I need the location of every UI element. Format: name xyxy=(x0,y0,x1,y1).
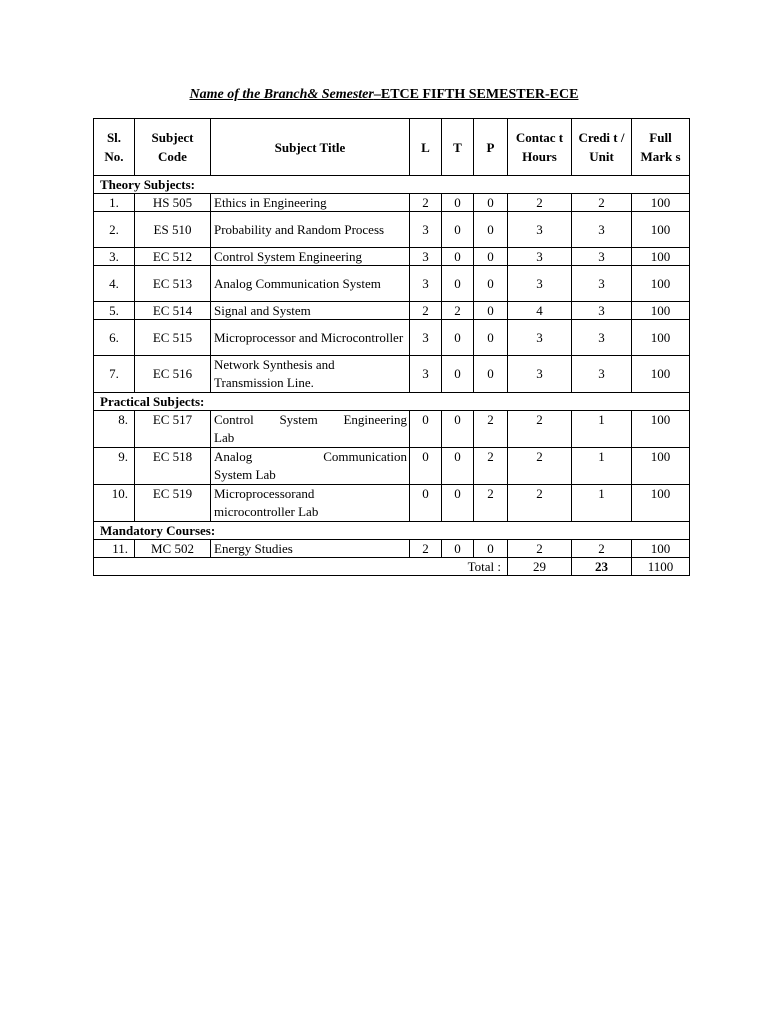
cell-contact: 2 xyxy=(508,540,572,558)
total-marks: 1100 xyxy=(632,558,690,576)
cell-l: 2 xyxy=(410,302,442,320)
cell-credit: 3 xyxy=(572,212,632,248)
cell-t: 0 xyxy=(442,540,474,558)
cell-credit: 2 xyxy=(572,194,632,212)
cell-t: 0 xyxy=(442,212,474,248)
cell-title xyxy=(211,448,410,485)
title-italic-part: Name of the Branch& Semester xyxy=(189,87,374,102)
total-contact: 29 xyxy=(508,558,572,576)
cell-code: EC 514 xyxy=(135,302,211,320)
cell-p: 2 xyxy=(474,411,508,448)
cell-title-line1: Control System Engineering xyxy=(214,412,407,427)
cell-credit: 3 xyxy=(572,266,632,302)
cell-t: 0 xyxy=(442,356,474,393)
title-plain-part: ETCE FIFTH SEMESTER-ECE xyxy=(380,87,579,102)
cell-p: 2 xyxy=(474,485,508,522)
cell-sl: 11. xyxy=(94,540,135,558)
total-row xyxy=(94,558,690,576)
cell-l: 0 xyxy=(410,411,442,448)
cell-l: 3 xyxy=(410,248,442,266)
cell-code: EC 517 xyxy=(135,411,211,448)
table-row xyxy=(94,448,690,485)
cell-sl: 1. xyxy=(94,194,135,212)
cell-contact: 2 xyxy=(508,485,572,522)
cell-p: 0 xyxy=(474,194,508,212)
cell-title xyxy=(211,411,410,448)
cell-marks: 100 xyxy=(632,356,690,393)
cell-l: 3 xyxy=(410,320,442,356)
cell-code: EC 518 xyxy=(135,448,211,485)
cell-code: ES 510 xyxy=(135,212,211,248)
cell-code: EC 513 xyxy=(135,266,211,302)
cell-l: 3 xyxy=(410,356,442,393)
cell-code: EC 516 xyxy=(135,356,211,393)
cell-title-line2: microcontroller Lab xyxy=(214,504,319,519)
cell-p: 0 xyxy=(474,212,508,248)
table-row xyxy=(94,194,690,212)
cell-sl: 3. xyxy=(94,248,135,266)
cell-marks: 100 xyxy=(632,540,690,558)
cell-sl: 8. xyxy=(94,411,135,448)
cell-t: 0 xyxy=(442,320,474,356)
cell-t: 0 xyxy=(442,485,474,522)
title-dash: – xyxy=(373,87,381,102)
cell-title-line2: System Lab xyxy=(214,467,276,482)
header-credit-unit: Credi t / Unit xyxy=(572,119,632,176)
cell-contact: 2 xyxy=(508,194,572,212)
header-l: L xyxy=(410,119,442,176)
cell-title: Ethics in Engineering xyxy=(211,194,410,212)
cell-title-line2: Lab xyxy=(214,430,235,445)
cell-t: 0 xyxy=(442,448,474,485)
header-subject-title: Subject Title xyxy=(211,119,410,176)
section-mandatory xyxy=(94,522,690,540)
cell-t: 0 xyxy=(442,194,474,212)
table-row xyxy=(94,356,690,393)
section-theory-label: Theory Subjects: xyxy=(94,176,690,194)
cell-credit: 3 xyxy=(572,356,632,393)
cell-l: 0 xyxy=(410,448,442,485)
cell-marks: 100 xyxy=(632,485,690,522)
cell-contact: 3 xyxy=(508,320,572,356)
cell-credit: 3 xyxy=(572,320,632,356)
cell-title: Probability and Random Process xyxy=(211,212,410,248)
cell-marks: 100 xyxy=(632,320,690,356)
table-row xyxy=(94,266,690,302)
page-title xyxy=(0,87,768,103)
cell-contact: 3 xyxy=(508,248,572,266)
cell-code: EC 512 xyxy=(135,248,211,266)
cell-l: 3 xyxy=(410,212,442,248)
cell-code: EC 519 xyxy=(135,485,211,522)
cell-credit: 3 xyxy=(572,248,632,266)
cell-credit: 3 xyxy=(572,302,632,320)
cell-marks: 100 xyxy=(632,302,690,320)
cell-p: 2 xyxy=(474,448,508,485)
cell-title: Signal and System xyxy=(211,302,410,320)
cell-p: 0 xyxy=(474,248,508,266)
cell-marks: 100 xyxy=(632,266,690,302)
cell-credit: 1 xyxy=(572,411,632,448)
cell-l: 2 xyxy=(410,540,442,558)
cell-p: 0 xyxy=(474,356,508,393)
cell-marks: 100 xyxy=(632,411,690,448)
table-row xyxy=(94,411,690,448)
cell-t: 0 xyxy=(442,266,474,302)
cell-contact: 2 xyxy=(508,448,572,485)
cell-t: 2 xyxy=(442,302,474,320)
cell-title-line1: Microprocessorand xyxy=(214,486,315,501)
header-sl-no: Sl. No. xyxy=(94,119,135,176)
cell-marks: 100 xyxy=(632,448,690,485)
cell-contact: 3 xyxy=(508,356,572,393)
header-p: P xyxy=(474,119,508,176)
table-row xyxy=(94,540,690,558)
header-contact-hours: Contac t Hours xyxy=(508,119,572,176)
cell-p: 0 xyxy=(474,540,508,558)
cell-sl: 4. xyxy=(94,266,135,302)
total-label: Total : xyxy=(94,558,508,576)
cell-marks: 100 xyxy=(632,248,690,266)
header-t: T xyxy=(442,119,474,176)
header-row xyxy=(94,119,690,176)
table-row xyxy=(94,485,690,522)
cell-title-line1: Analog Communication xyxy=(214,449,407,464)
total-credit: 23 xyxy=(572,558,632,576)
header-subject-code: Subject Code xyxy=(135,119,211,176)
cell-sl: 5. xyxy=(94,302,135,320)
cell-title: Control System Engineering xyxy=(211,248,410,266)
cell-code: MC 502 xyxy=(135,540,211,558)
cell-contact: 3 xyxy=(508,266,572,302)
cell-sl: 6. xyxy=(94,320,135,356)
cell-contact: 4 xyxy=(508,302,572,320)
section-mandatory-label: Mandatory Courses: xyxy=(94,522,690,540)
cell-l: 2 xyxy=(410,194,442,212)
cell-sl: 7. xyxy=(94,356,135,393)
cell-marks: 100 xyxy=(632,212,690,248)
cell-title xyxy=(211,485,410,522)
cell-credit: 2 xyxy=(572,540,632,558)
cell-l: 3 xyxy=(410,266,442,302)
cell-p: 0 xyxy=(474,266,508,302)
header-full-marks: Full Mark s xyxy=(632,119,690,176)
section-practical xyxy=(94,393,690,411)
table-row xyxy=(94,320,690,356)
table-row xyxy=(94,248,690,266)
section-theory xyxy=(94,176,690,194)
cell-l: 0 xyxy=(410,485,442,522)
course-table xyxy=(93,118,690,576)
cell-contact: 2 xyxy=(508,411,572,448)
cell-p: 0 xyxy=(474,320,508,356)
cell-title: Energy Studies xyxy=(211,540,410,558)
cell-sl: 10. xyxy=(94,485,135,522)
cell-sl: 9. xyxy=(94,448,135,485)
table-row xyxy=(94,212,690,248)
cell-code: HS 505 xyxy=(135,194,211,212)
cell-p: 0 xyxy=(474,302,508,320)
cell-credit: 1 xyxy=(572,448,632,485)
cell-code: EC 515 xyxy=(135,320,211,356)
table-row xyxy=(94,302,690,320)
cell-marks: 100 xyxy=(632,194,690,212)
cell-contact: 3 xyxy=(508,212,572,248)
cell-credit: 1 xyxy=(572,485,632,522)
cell-t: 0 xyxy=(442,248,474,266)
cell-title: Network Synthesis and Transmission Line. xyxy=(211,356,410,393)
cell-title: Analog Communication System xyxy=(211,266,410,302)
section-practical-label: Practical Subjects: xyxy=(94,393,690,411)
cell-sl: 2. xyxy=(94,212,135,248)
cell-t: 0 xyxy=(442,411,474,448)
cell-title: Microprocessor and Microcontroller xyxy=(211,320,410,356)
